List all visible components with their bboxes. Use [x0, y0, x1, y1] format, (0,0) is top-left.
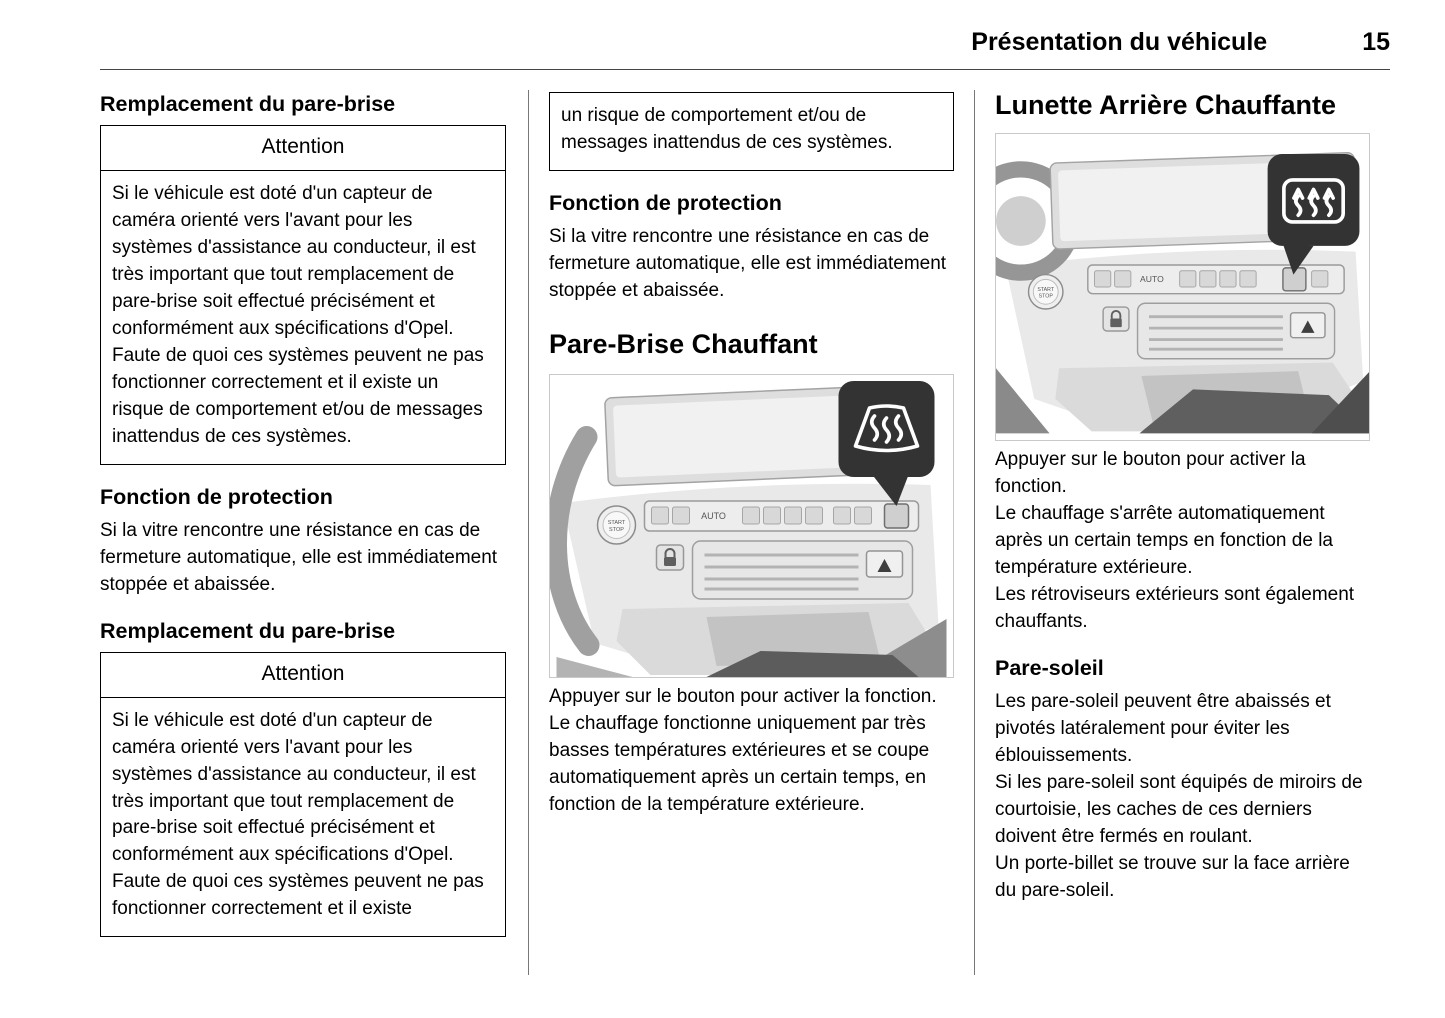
attention-box-2-title: Attention [101, 653, 505, 698]
attention-box-1-body: Si le véhicule est doté d'un capteur de caméra orienté vers l'avant pour les systèmes d'assistance au conducteur, il est très important que tout remplacement de pare-brise soit effectué précisément et conformément aux spécifications d'Opel. Faute de quoi ces systèmes peuvent ne pas fonctionner correctement et il existe un risque de comportement et/ou de messages inattendus de ces systèmes. [112, 183, 484, 447]
attention-box-2 [100, 652, 506, 938]
sun-visor-paragraph-1: Les pare-soleil peuvent être abaissés et pivotés latéralement pour éviter les éblouissements. [995, 690, 1331, 766]
start-stop-button [1029, 275, 1063, 309]
heated-rear-window-paragraph-3: Les rétroviseurs extérieurs sont également chauffants. [995, 583, 1355, 632]
climate-control-strip [645, 501, 919, 531]
dashboard-illustration-front [550, 375, 953, 677]
heading-heated-rear-window: Lunette Arrière Chauffante [995, 90, 1337, 120]
auto-button-label: AUTO [701, 510, 726, 521]
heated-rear-window-paragraph-2: Le chauffage s'arrête automatiquement après un certain temps en fonction de la température extérieure. [995, 502, 1333, 578]
callout-badge [1268, 154, 1360, 246]
content-columns [100, 90, 1390, 975]
steering-wheel-hub [996, 196, 1046, 246]
dashboard-illustration-rear [996, 134, 1369, 440]
section-heading-windshield-replacement-1: Remplacement du pare-brise [100, 92, 396, 116]
start-label: START [1037, 286, 1055, 293]
attention-box-1-title: Attention [101, 126, 505, 171]
heated-rear-window-figure [995, 133, 1370, 441]
stop-label: STOP [609, 526, 624, 533]
attention-box-continuation-body: un risque de comportement et/ou de messages inattendus de ces systèmes. [561, 105, 893, 153]
heated-windshield-paragraph-1: Appuyer sur le bouton pour activer la fonction. [549, 685, 937, 707]
attention-box-2-body: Si le véhicule est doté d'un capteur de caméra orienté vers l'avant pour les systèmes d'assistance au conducteur, il est très important que tout remplacement de pare-brise soit effectué précisément et conformément aux spécifications d'Opel. Faute de quoi ces systèmes peuvent ne pas fonctionner correctement et il existe [112, 709, 484, 920]
middle-column [528, 90, 974, 975]
heated-rear-window-paragraph-1: Appuyer sur le bouton pour activer la fonction. [995, 449, 1306, 497]
air-vents [693, 541, 913, 599]
protection-paragraph-1: Si la vitre rencontre une résistance en cas de fermeture automatique, elle est immédiatement stoppée et abaissée. [100, 519, 498, 595]
heated-windshield-paragraph-2: Le chauffage fonctionne uniquement par très basses températures extérieures et se coupe automatiquement après un certain temps, en fonction de la température extérieure. [549, 712, 930, 815]
chapter-title: Présentation du véhicule [971, 28, 1268, 56]
section-heading-sun-visor: Pare-soleil [995, 655, 1104, 680]
section-heading-windshield-replacement-2: Remplacement du pare-brise [100, 618, 396, 643]
sun-visor-paragraph-2: Si les pare-soleil sont équipés de miroirs de courtoisie, les caches de ces derniers doivent être fermés en roulant. [995, 771, 1363, 847]
sun-visor-paragraph-3: Un porte-billet se trouve sur la face arrière du pare-soleil. [995, 852, 1350, 901]
attention-box-continuation [549, 92, 954, 171]
lock-button [657, 545, 684, 570]
air-vents [1138, 303, 1335, 358]
start-label: START [607, 519, 626, 526]
heated-windshield-button [885, 504, 909, 528]
lock-button [1103, 307, 1129, 331]
right-column [974, 90, 1390, 975]
heated-windshield-figure [549, 374, 954, 678]
start-stop-button [598, 506, 636, 544]
page-header [100, 28, 1390, 70]
auto-button-label: AUTO [1140, 274, 1164, 285]
attention-box-1 [100, 125, 506, 465]
heading-heated-windshield: Pare-Brise Chauffant [549, 328, 818, 359]
section-heading-protection-1: Fonction de protection [100, 484, 333, 509]
climate-control-strip [1088, 265, 1344, 294]
left-column [100, 90, 528, 975]
page-number: 15 [1362, 28, 1390, 56]
stop-label: STOP [1038, 293, 1053, 300]
section-heading-protection-2: Fonction de protection [549, 190, 782, 215]
protection-paragraph-2: Si la vitre rencontre une résistance en cas de fermeture automatique, elle est immédiatement stoppée et abaissée. [549, 225, 947, 301]
